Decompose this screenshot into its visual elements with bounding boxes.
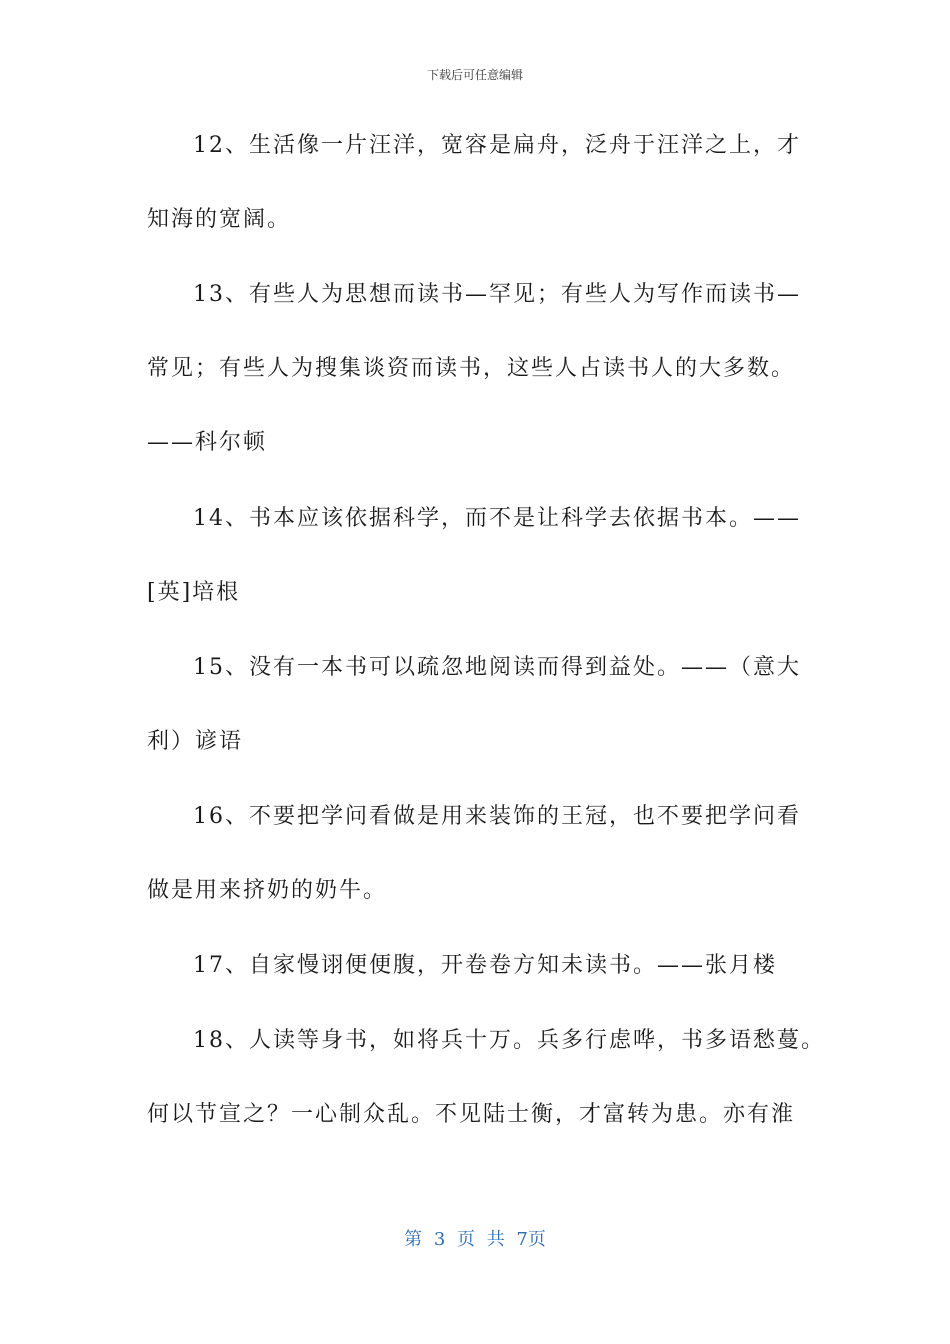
paragraph-18-line-1: 18、人读等身书，如将兵十万。兵多行虑哗，书多语愁蔓。 — [193, 1028, 825, 1053]
paragraph-13-line-1: 13、有些人为思想而读书—罕见；有些人为写作而读书— — [193, 282, 801, 307]
paragraph-12-line-2: 知海的宽阔。 — [147, 207, 292, 232]
paragraph-17-line-1: 17、自家慢诩便便腹，开卷卷方知未读书。——张月楼 — [193, 953, 777, 978]
paragraph-12-line-1: 12、生活像一片汪洋，宽容是扁舟，泛舟于汪洋之上，才 — [193, 133, 801, 158]
paragraph-15-line-1: 15、没有一本书可以疏忽地阅读而得到益处。——（意大 — [193, 655, 801, 680]
paragraph-16-line-2: 做是用来挤奶的奶牛。 — [147, 878, 388, 903]
paragraph-14-line-2: [英]培根 — [147, 580, 241, 605]
paragraph-15-line-2: 利）谚语 — [147, 729, 244, 754]
paragraph-16-line-1: 16、不要把学问看做是用来装饰的王冠，也不要把学问看 — [193, 804, 801, 829]
page-footer: 第 3 页 共 7页 — [404, 1229, 546, 1250]
paragraph-13-line-3: ——科尔顿 — [147, 430, 268, 455]
paragraph-13-line-2: 常见；有些人为搜集谈资而读书，这些人占读书人的大多数。 — [147, 356, 796, 381]
paragraph-18-line-2: 何以节宣之？一心制众乱。不见陆士衡，才富转为患。亦有淮 — [147, 1102, 796, 1127]
paragraph-14-line-1: 14、书本应该依据科学，而不是让科学去依据书本。—— — [193, 506, 801, 531]
page-header: 下载后可任意编辑 — [426, 68, 523, 82]
